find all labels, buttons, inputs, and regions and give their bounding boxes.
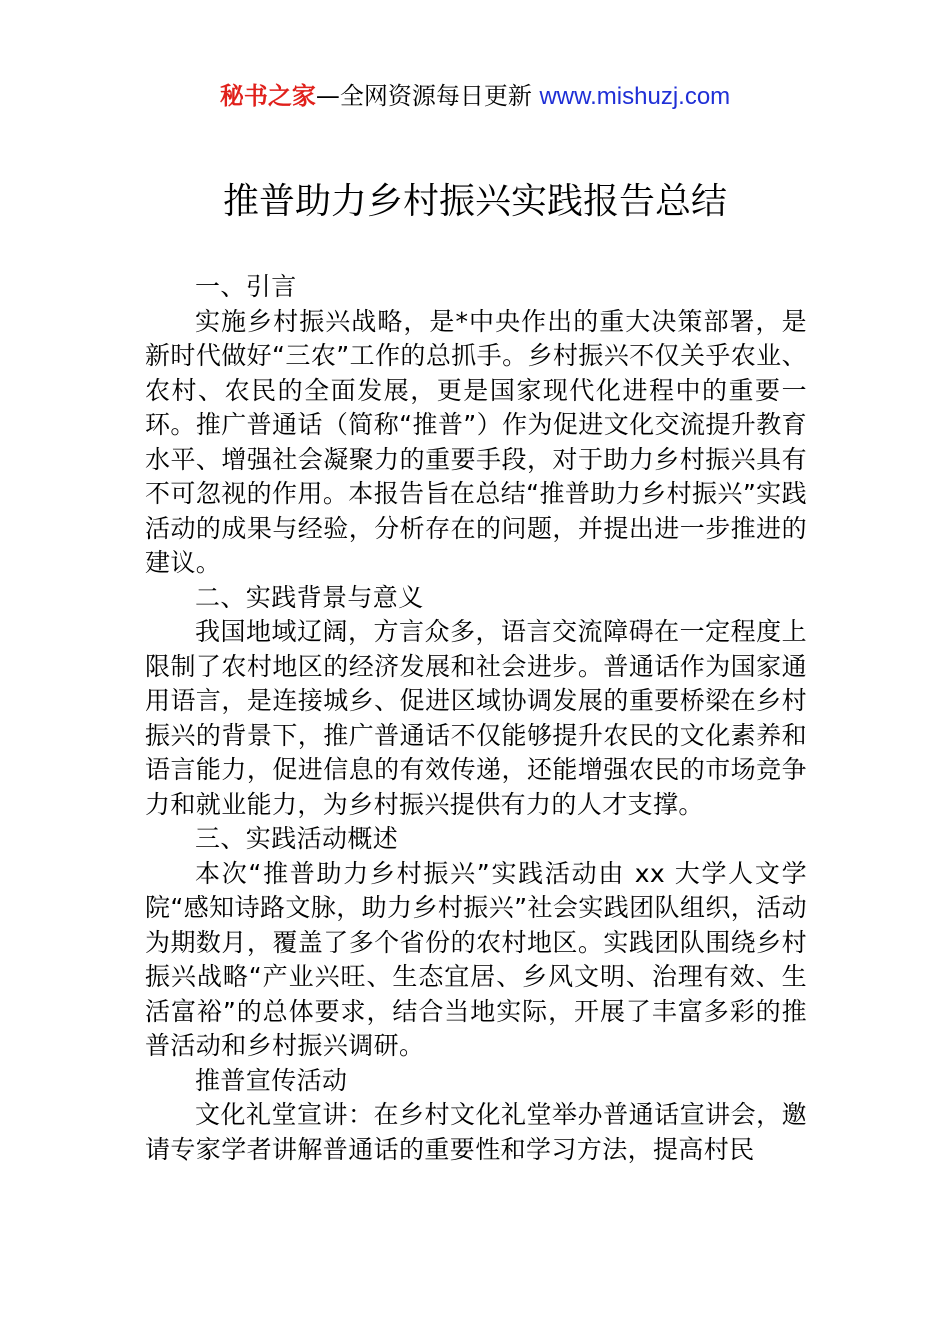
section-heading: 二、实践背景与意义: [195, 582, 424, 612]
document-title: 推普助力乡村振兴实践报告总结: [222, 181, 727, 222]
body-paragraph: 我国地域辽阔，方言众多，语言交流障碍在一定程度上限制了农村地区的经济发展和社会进步。普通话作为国家通用语言，是连接城乡、促进区域协调发展的重要桥梁在乡村振兴的背景下，推广普通话不仅能够提升农民的文化素养和语言能力，促进信息的有效传递，还能增强农民的市场竞争力和就业能力，为乡村振兴提供有力的人才支撑。: [145, 617, 807, 819]
section-heading: 三、实践活动概述: [195, 824, 399, 853]
section-heading: 一、引言: [195, 272, 297, 301]
body-paragraph: 实施乡村振兴战略，是*中央作出的重大决策部署，是新时代做好“三农”工作的总抓手。乡村振兴不仅关乎农业、农村、农民的全面发展，更是国家现代化进程中的重要一环。推广普通话（简称“推普”）作为促进文化交流提升教育水平、增强社会凝聚力的重要手段，对于助力乡村振兴具有不可忽视的作用。本报告旨在总结“推普助力乡村振兴”实践活动的成果与经验，分析存在的问题，并提出进一步推进的建议。: [145, 306, 807, 577]
site-header: [0, 80, 950, 113]
document-body: [145, 270, 807, 1167]
site-url-link[interactable]: www.mishuzj.com: [539, 83, 731, 110]
site-brand: 秘书之家: [219, 82, 316, 110]
subsection-heading: 推普宣传活动: [195, 1065, 348, 1095]
body-paragraph: 文化礼堂宣讲：在乡村文化礼堂举办普通话宣讲会，邀请专家学者讲解普通话的重要性和学习方法，提高村民: [145, 1100, 807, 1164]
body-paragraph: 本次“推普助力乡村振兴”实践活动由 xx 大学人文学院“感知诗路文脉，助力乡村振兴”社会实践团队组织，活动为期数月，覆盖了多个省份的农村地区。实践团队围绕乡村振兴战略“产业兴旺、生态宜居、乡风文明、治理有效、生活富裕”的总体要求，结合当地实际，开展了丰富多彩的推普活动和乡村振兴调研。: [145, 858, 807, 1060]
site-tagline: —全网资源每日更新: [315, 82, 540, 110]
